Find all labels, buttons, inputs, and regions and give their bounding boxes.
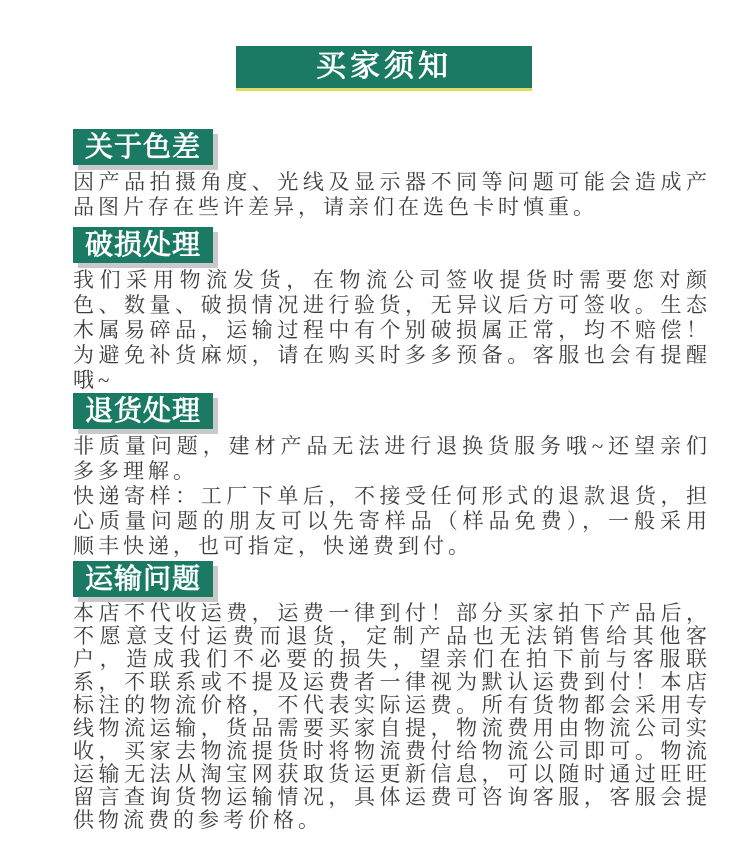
paragraph-color-difference: 因产品拍摄角度、光线及显示器不同等问题可能会造成产品图片存在些许差异，请亲们在选色卡时慎重。	[73, 170, 711, 219]
notice-header-bar	[236, 46, 532, 91]
badge-return-handling-label: 退货处理	[85, 395, 202, 426]
paragraph-return-policy: 非质量问题，建材产品无法进行退换货服务哦~还望亲们多多理解。	[73, 434, 711, 483]
page-title: 买家须知	[316, 50, 452, 83]
section-color-difference	[73, 129, 711, 220]
paragraph-sample-policy: 快递寄样：工厂下单后，不接受任何形式的退款退货，担心质量问题的朋友可以先寄样品（样品免费），一般采用顺丰快递，也可指定，快递费到付。	[73, 484, 711, 558]
notice-content	[73, 129, 711, 832]
badge-shipping-issues-label: 运输问题	[85, 563, 202, 594]
paragraph-shipping-issues: 本店不代收运费，运费一律到付！部分买家拍下产品后，不愿意支付运费而退货，定制产品也无法销售给其他客户，造成我们不必要的损失，望亲们在拍下前与客服联系，不联系或不提及运费者一律视为默认运费到付！本店标注的物流价格，不代表实际运费。所有货物都会采用专线物流运输，货品需要买家自提，物流费用由物流公司实收，买家去物流提货时将物流费付给物流公司即可。物流运输无法从淘宝网获取货运更新信息，可以随时通过旺旺留言查询货物运输情况，具体运费可咨询客服，客服会提供物流费的参考价格。	[73, 601, 711, 832]
badge-damage-handling	[73, 227, 213, 263]
badge-shipping-issues	[73, 561, 213, 597]
badge-color-difference	[73, 129, 213, 165]
paragraph-damage-handling: 我们采用物流发货，在物流公司签收提货时需要您对颜色、数量、破损情况进行验货，无异议后方可签收。生态木属易碎品，运输过程中有个别破损属正常，均不赔偿！为避免补货麻烦，请在购买时多多预备。客服也会有提醒哦~	[73, 268, 711, 392]
badge-color-difference-label: 关于色差	[85, 131, 202, 162]
section-shipping-issues	[73, 561, 711, 832]
section-return-handling	[73, 393, 711, 559]
section-damage-handling	[73, 227, 711, 393]
badge-return-handling	[73, 393, 213, 429]
badge-damage-handling-label: 破损处理	[85, 229, 202, 260]
